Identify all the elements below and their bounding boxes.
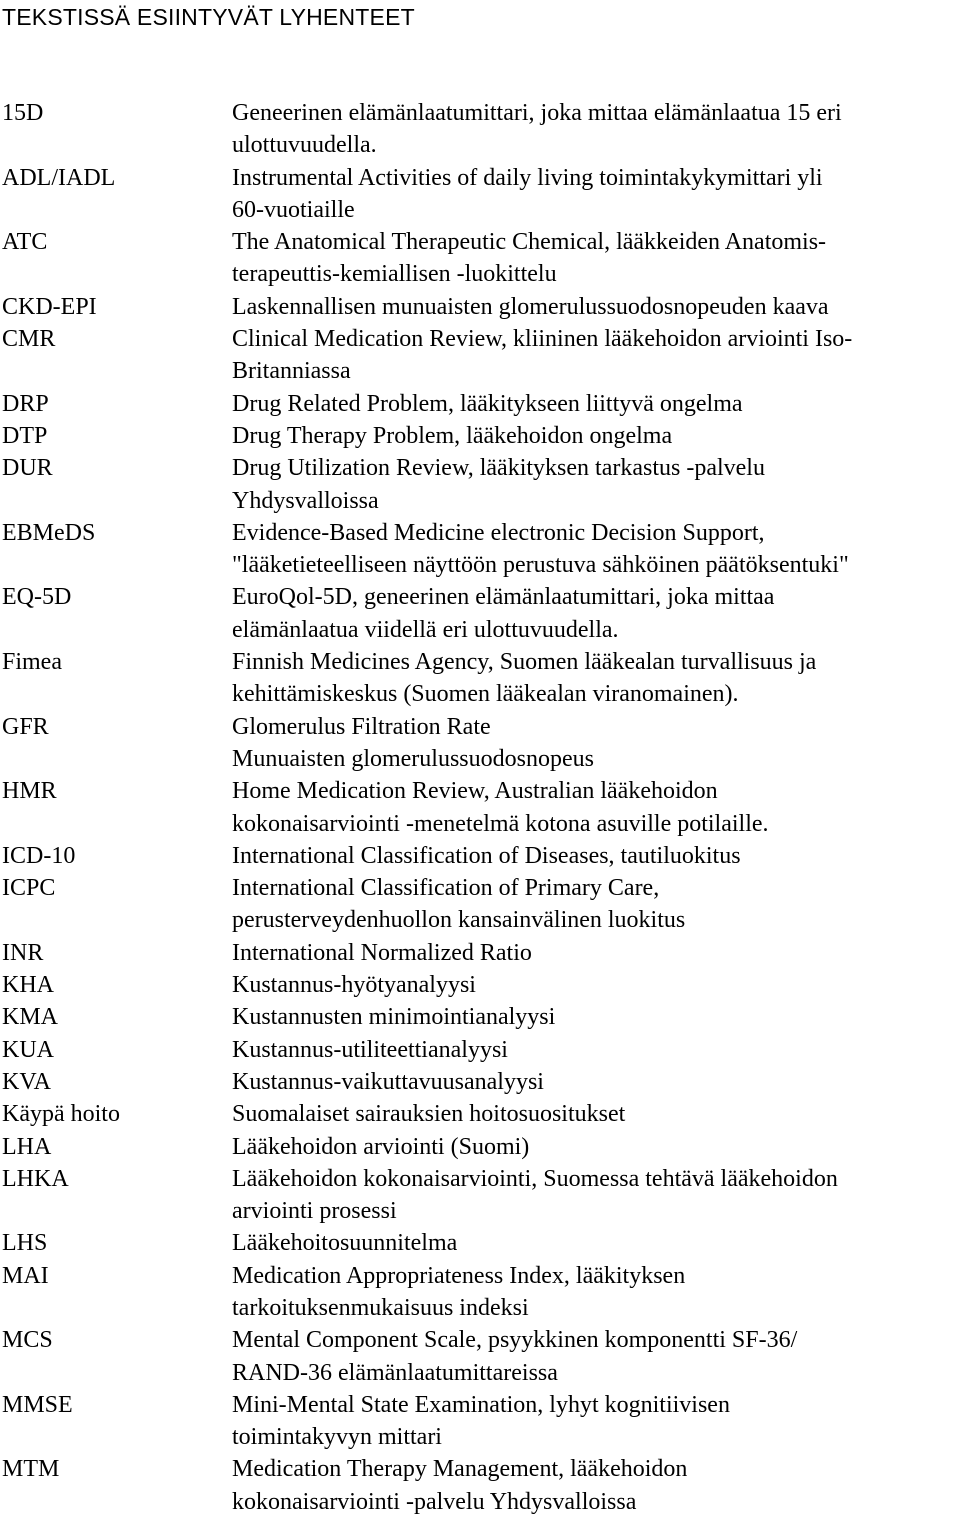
definition-line: Geneerinen elämänlaatumittari, joka mittaa elämänlaatua 15 eri — [232, 100, 842, 126]
abbreviation-term: ATC — [2, 229, 48, 256]
abbreviation-entry — [0, 775, 960, 840]
abbreviation-entry — [0, 1098, 960, 1130]
abbreviation-entry — [0, 1001, 960, 1033]
abbreviation-term: KUA — [2, 1036, 54, 1063]
abbreviation-term: LHS — [2, 1230, 48, 1257]
abbreviation-definition — [232, 291, 960, 323]
abbreviation-term: CMR — [2, 326, 56, 353]
abbreviation-definition — [232, 775, 960, 840]
definition-line: Clinical Medication Review, kliininen lääkehoidon arviointi Iso- — [232, 326, 853, 353]
definition-line: Instrumental Activities of daily living toimintakykymittari yli — [232, 164, 823, 191]
definition-line: Kustannus-vaikuttavuusanalyysi — [232, 1068, 544, 1095]
abbreviation-entry — [0, 1066, 960, 1098]
definition-line: perusterveydenhuollon kansainvälinen luokitus — [232, 907, 686, 934]
abbreviation-definition — [232, 420, 960, 452]
definition-line: Suomalaiset sairauksien hoitosuositukset — [232, 1101, 626, 1128]
abbreviation-entry — [0, 1227, 960, 1259]
definition-line: The Anatomical Therapeutic Chemical, lääkkeiden Anatomis- — [232, 229, 827, 256]
definition-line: Finnish Medicines Agency, Suomen lääkealan turvallisuus ja — [232, 649, 817, 676]
abbreviation-entry — [0, 226, 960, 291]
abbreviation-term: Käypä hoito — [2, 1101, 120, 1128]
definition-line: Home Medication Review, Australian lääkehoidon — [232, 778, 718, 805]
abbreviation-definition — [232, 97, 960, 162]
abbreviation-entry — [0, 323, 960, 388]
definition-line: Munuaisten glomerulussuodosnopeus — [232, 745, 594, 772]
abbreviation-definition — [232, 1453, 960, 1518]
abbreviation-definition — [232, 840, 960, 872]
definition-line: tarkoituksenmukaisuus indeksi — [232, 1294, 529, 1321]
abbreviation-definition — [232, 1034, 960, 1066]
abbreviation-definition — [232, 1001, 960, 1033]
abbreviation-entry — [0, 452, 960, 517]
abbreviation-definition — [232, 1066, 960, 1098]
abbreviation-entry — [0, 581, 960, 646]
definition-line: Lääkehoidon kokonaisarviointi, Suomessa tehtävä lääkehoidon — [232, 1165, 838, 1192]
abbreviation-definition — [232, 226, 960, 291]
abbreviation-term: HMR — [2, 778, 57, 805]
abbreviation-term: MAI — [2, 1262, 49, 1289]
definition-line: Lääkehoidon arviointi (Suomi) — [232, 1133, 530, 1160]
abbreviation-entry — [0, 162, 960, 227]
abbreviation-term: DTP — [2, 422, 48, 449]
definition-line: Kustannusten minimointianalyysi — [232, 1004, 556, 1031]
definition-line: Mini-Mental State Examination, lyhyt kognitiivisen — [232, 1391, 730, 1418]
definition-line: toimintakyvyn mittari — [232, 1424, 442, 1451]
abbreviation-term: Fimea — [2, 649, 62, 676]
abbreviation-entry — [0, 711, 960, 776]
definition-line: elämänlaatua viidellä eri ulottuvuudella. — [232, 616, 619, 643]
abbreviation-definition — [232, 872, 960, 937]
definition-line: Drug Therapy Problem, lääkehoidon ongelma — [232, 422, 673, 449]
abbreviation-entry — [0, 1453, 960, 1518]
abbreviation-definition — [232, 937, 960, 969]
definition-line: Evidence-Based Medicine electronic Decision Support, — [232, 519, 765, 546]
abbreviation-definition — [232, 969, 960, 1001]
abbreviation-definition — [232, 581, 960, 646]
abbreviation-term: INR — [2, 939, 44, 966]
abbreviation-definition — [232, 711, 960, 776]
abbreviation-term: EBMeDS — [2, 519, 96, 546]
abbreviation-term: CKD-EPI — [2, 293, 97, 320]
definition-line: Britanniassa — [232, 358, 351, 385]
abbreviation-entry — [0, 517, 960, 582]
definition-line: Kustannus-utiliteettianalyysi — [232, 1036, 508, 1063]
abbreviation-definition — [232, 1260, 960, 1325]
abbreviation-term: MMSE — [2, 1391, 73, 1418]
abbreviation-term: ICPC — [2, 875, 56, 902]
abbreviation-term: 15D — [2, 100, 44, 126]
definition-line: RAND-36 elämänlaatumittareissa — [232, 1359, 558, 1386]
definition-line: Medication Appropriateness Index, lääkityksen — [232, 1262, 686, 1289]
definition-line: Drug Related Problem, lääkitykseen liittyvä ongelma — [232, 390, 743, 417]
abbreviation-entry — [0, 1034, 960, 1066]
definition-line: Kustannus-hyötyanalyysi — [232, 972, 476, 999]
abbreviation-entry — [0, 388, 960, 420]
definition-line: Glomerulus Filtration Rate — [232, 713, 491, 740]
definition-line: Lääkehoitosuunnitelma — [232, 1230, 458, 1257]
abbreviation-term: ICD-10 — [2, 842, 76, 869]
abbreviation-definition — [232, 452, 960, 517]
abbreviation-definition — [232, 646, 960, 711]
abbreviation-term: MCS — [2, 1327, 53, 1354]
abbreviation-list — [0, 97, 960, 1518]
abbreviation-term: LHKA — [2, 1165, 69, 1192]
abbreviation-term: KVA — [2, 1068, 51, 1095]
abbreviation-entry — [0, 1389, 960, 1454]
definition-line: kehittämiskeskus (Suomen lääkealan viranomainen). — [232, 681, 739, 708]
abbreviation-entry — [0, 937, 960, 969]
abbreviation-term: KMA — [2, 1004, 59, 1031]
abbreviation-entry — [0, 1324, 960, 1389]
definition-line: "lääketieteelliseen näyttöön perustuva sähköinen päätöksentuki" — [232, 552, 849, 579]
definition-line: International Classification of Primary Care, — [232, 875, 660, 902]
definition-line: Medication Therapy Management, lääkehoidon — [232, 1456, 688, 1483]
abbreviation-definition — [232, 1389, 960, 1454]
abbreviation-definition — [232, 1227, 960, 1259]
abbreviation-entry — [0, 420, 960, 452]
page-heading: TEKSTISSÄ ESIINTYVÄT LYHENTEET — [2, 4, 415, 30]
abbreviation-definition — [232, 1131, 960, 1163]
definition-line: International Normalized Ratio — [232, 939, 532, 966]
abbreviation-entry — [0, 646, 960, 711]
abbreviation-term: ADL/IADL — [2, 164, 116, 191]
definition-line: Drug Utilization Review, lääkityksen tarkastus -palvelu — [232, 455, 765, 482]
definition-line: International Classification of Diseases, tautiluokitus — [232, 842, 741, 869]
abbreviation-entry — [0, 1260, 960, 1325]
abbreviation-definition — [232, 162, 960, 227]
abbreviation-term: DUR — [2, 455, 53, 482]
abbreviation-definition — [232, 517, 960, 582]
definition-line: Laskennallisen munuaisten glomerulussuodosnopeuden kaava — [232, 293, 829, 320]
abbreviation-entry — [0, 291, 960, 323]
abbreviation-definition — [232, 1098, 960, 1130]
definition-line: EuroQol-5D, geneerinen elämänlaatumittari, joka mittaa — [232, 584, 775, 611]
definition-line: arviointi prosessi — [232, 1198, 397, 1225]
abbreviation-definition — [232, 1163, 960, 1228]
abbreviation-term: MTM — [2, 1456, 60, 1483]
abbreviation-term: EQ-5D — [2, 584, 72, 611]
definition-line: Mental Component Scale, psyykkinen komponentti SF-36/ — [232, 1327, 798, 1354]
definition-line: ulottuvuudella. — [232, 132, 377, 159]
abbreviation-definition — [232, 323, 960, 388]
definition-line: Yhdysvalloissa — [232, 487, 379, 514]
abbreviation-term: GFR — [2, 713, 49, 740]
abbreviation-term: DRP — [2, 390, 49, 417]
definition-line: 60-vuotiaille — [232, 196, 355, 223]
definition-line: kokonaisarviointi -palvelu Yhdysvalloissa — [232, 1488, 637, 1515]
abbreviation-term: KHA — [2, 972, 54, 999]
abbreviation-entry — [0, 872, 960, 937]
abbreviation-entry — [0, 969, 960, 1001]
definition-line: terapeuttis-kemiallisen -luokittelu — [232, 261, 557, 288]
abbreviation-entry — [0, 1163, 960, 1228]
abbreviation-definition — [232, 388, 960, 420]
abbreviation-term: LHA — [2, 1133, 52, 1160]
abbreviation-entry — [0, 1131, 960, 1163]
definition-line: kokonaisarviointi -menetelmä kotona asuville potilaille. — [232, 810, 769, 837]
abbreviation-entry — [0, 840, 960, 872]
abbreviation-entry — [0, 97, 960, 162]
abbreviation-definition — [232, 1324, 960, 1389]
